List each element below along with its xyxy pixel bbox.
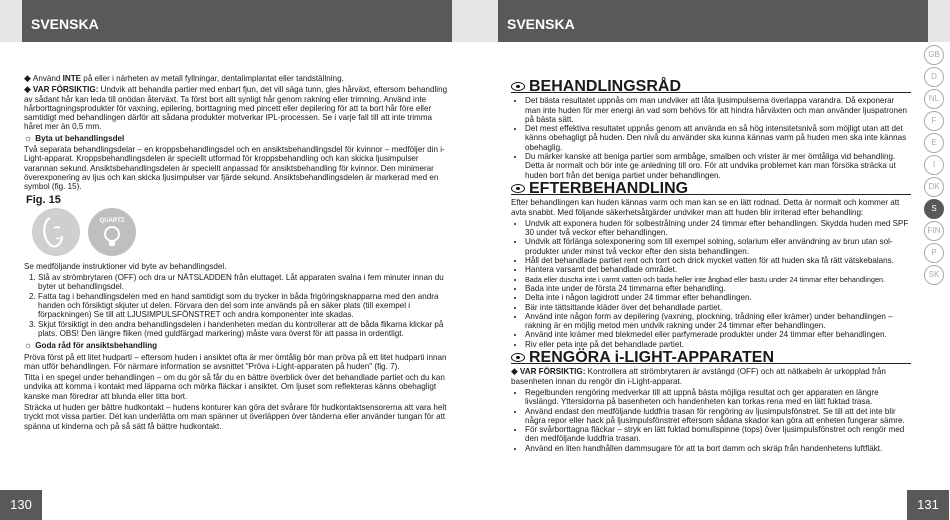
list-item: • Använd inte någon form av depilering (vaxning, plockning, trådning eller krämer) under behandlingen – rakning är en möjlig metod men undvik rakning under 24 timmar efter behandlingen. — [525, 312, 911, 331]
list-item: • Delta inte i någon lagidrott under 24 timmar efter behandlingen. — [525, 293, 911, 302]
caution-paragraph: ◆ VAR FÖRSIKTIG: Undvik att behandla partier med enbart fjun, det vill säga tunn, gles hårväxt, eftersom behandling av sådant hår kan leda till onödan återväxt. Ta först bort allt synligt hår genom rakning eller trimning. Använd inte hårborttagningsprodukter för vaxning, epilering, borttagning med pincett eller depilering för att ta bort hår före eller samtidigt med behandlingen därför att sådana produkter motverkar IPL-processen. Se i varje fall till att inte trimma håret mer än 0,5 mm. — [24, 84, 448, 132]
list-item: • Det mest effektiva resultatet uppnås genom att använda en så hög intensitetsnivå som möjligt utan att det känns obehagligt på huden. Den nivå du använder ska kunna kännas varm på huden men ska inte kännas obehaglig. — [525, 124, 911, 152]
subsection-title: ☼ Byta ut behandlingsdel — [24, 132, 125, 143]
right-page — [475, 0, 950, 520]
body-paragraph: Pröva först på ett litet hudparti – eftersom huden i ansiktet ofta är mer ömtålig bör man pröva på ett litet hudparti innan man utför behandlingen. För närmare information se avsnittet "Pröva i-Light-apparaten på huden" (fig. 7). — [24, 352, 447, 371]
face-icon — [32, 208, 80, 256]
section-heading — [511, 349, 911, 367]
section-title: RENGÖRA i-LIGHT-APPARATEN — [529, 349, 775, 367]
list-item: • Håll det behandlade partiet rent och torrt och drick mycket vatten för att huden ska få rätt vätskebalans. — [525, 256, 911, 265]
list-item: • Undvik att exponera huden för solbestrålning under 24 timmar efter behandlingen. Skydda huden med SPF 30 under två veckor efter behandlingen. — [525, 219, 911, 238]
page-header: SVENSKA — [498, 0, 928, 42]
warning-icon: ◆ — [511, 366, 518, 377]
section-heading — [511, 179, 911, 197]
bullet-list — [525, 219, 911, 349]
page-number: 131 — [907, 490, 949, 520]
section-heading — [511, 78, 911, 95]
caution-paragraph: ◆ VAR FÖRSIKTIG: Kontrollera att strömbrytaren är avstängd (OFF) och att nätkabeln är urkopplad från basenheten innan du rengör din i-Light-apparat. — [511, 366, 886, 386]
language-tabs — [923, 45, 945, 455]
language-tab-gb[interactable]: GB — [924, 45, 944, 65]
bullet-list — [525, 96, 911, 180]
language-tab-s[interactable]: S — [924, 199, 944, 219]
list-item: • Bada eller duscha inte i varmt vatten och bada heller inte ångbad eller bastu under 24 timmar efter behandlingen. — [525, 275, 911, 284]
subsection-title: ☼ Goda råd för ansiktsbehandling — [24, 340, 158, 351]
list-item: • Bada inte under de första 24 timmarna efter behandling. — [525, 284, 911, 293]
warning-icon: ◆ — [24, 84, 31, 95]
list-item: • Bär inte tättsittande kläder över det behandlade partiet. — [525, 303, 911, 312]
quartz-label: QUARTZ — [99, 217, 125, 224]
body-paragraph: Sträcka ut huden ger bättre hudkontakt – hudens konturer kan göra det svårare för hudkontaktsensorerna att vara helt tryckt mot vissa partier. Det kan underlätta om man spänner ut överläppen över tänderna eller använder tungan för att spänna ut kinderna och på så sätt få bättre hudkontakt. — [24, 403, 447, 431]
language-tab-nl[interactable]: NL — [924, 89, 944, 109]
page-number: 130 — [0, 490, 42, 520]
language-tab-sk[interactable]: SK — [924, 265, 944, 285]
page-header: SVENSKA — [22, 0, 452, 42]
right-content — [511, 78, 911, 456]
left-content — [24, 74, 452, 433]
sun-icon: ☼ — [24, 340, 33, 351]
list-item: • Riv eller peta inte på det behandlade partiet. — [525, 340, 911, 349]
section-title: EFTERBEHANDLING — [529, 179, 689, 197]
list-item: 3. Skjut försiktigt in den andra behandlingsdelen i handenheten medan du kontrollerar att de båda flikarna klickar på plats. OBS! Den längre fliken (med guldfärgad markering) måste vara överst för att passa in ordentligt. — [38, 320, 452, 339]
body-paragraph: Efter behandlingen kan huden kännas varm och man kan se en lätt rodnad. Detta är normalt och kommer att avta snabbt. Med följande säkerhetsåtgärder undviker man att huden blir irriterad efter behandling: — [511, 198, 900, 217]
language-tab-dk[interactable]: DK — [924, 177, 944, 197]
list-item: • Använd inte krämer med blekmedel eller parfymerade produkter under 24 timmar efter behandlingen. — [525, 330, 911, 339]
language-tab-f[interactable]: F — [924, 111, 944, 131]
list-item: • Använd endast den medföljande luddfria trasan för rengöring av ljusimpulsfönstret. Se till att det inte blir några repor eller hack på ljusimpulsfönstret eftersom sådana skador kan göra att enheten fungerar sämre. — [525, 407, 911, 426]
list-item: • Du märker kanske att beniga partier som armbåge, smalben och vrister är mer ömtåliga vid behandling. Detta är normalt och bör inte ge anledning till oro. För att undvika problemet kan man försöka sträcka ut huden bort från det beniga partiet under behandlingen. — [525, 152, 911, 180]
eye-icon — [511, 184, 525, 193]
language-tab-p[interactable]: P — [924, 243, 944, 263]
eye-icon — [511, 353, 525, 362]
figure-label: Fig. 15 — [26, 193, 61, 206]
list-item: • Regelbunden rengöring medverkar till att uppnå bästa möjliga resultat och ger apparaten en längre livslängd. Yttersidorna på basenheten och handenheten kan torkas rena med en lätt fuktad trasa. — [525, 388, 911, 407]
list-item: 1. Slå av strömbrytaren (OFF) och dra ur NÄTSLADDEN från eluttaget. Låt apparaten svalna i fem minuter innan du byter ut behandlingsdel. — [38, 273, 452, 292]
list-item: • Hantera varsamt det behandlade området. — [525, 265, 911, 274]
metal-warning: ◆ Använd INTE på eller i närheten av metall fyllningar, dentalimplantat eller tandställning. — [24, 73, 344, 83]
language-tab-e[interactable]: E — [924, 133, 944, 153]
language-tab-fin[interactable]: FIN — [924, 221, 944, 241]
list-item: • Undvik att förlänga solexponering som till exempel solning, solarium eller användning av brun utan sol-produkter under minst två veckor efter den sista behandlingen. — [525, 237, 911, 256]
body-paragraph: Se medföljande instruktioner vid byte av behandlingsdel. — [24, 261, 227, 271]
quartz-bulb-icon — [88, 208, 136, 256]
list-item: • För svårborttagna fläckar – stryk en lätt fuktad bomullspinne (tops) över ljusimpulsfönstret och rengör med den medföljande luddfria trasan. — [525, 425, 911, 444]
list-item: • Använd en liten handhållen dammsugare för att ta bort damm och skräp från handenhetens luftfläkt. — [525, 444, 911, 453]
language-tab-i[interactable]: I — [924, 155, 944, 175]
list-item: 2. Fatta tag i behandlingsdelen med en hand samtidigt som du trycker in båda frigöringsknapparna med den andra handen och försiktigt skjuter ut delen. Förvara den del som inte används på en säker plats (till exempel i förpackningen) Se till att LJUSIMPULSFÖNSTRET och andra komponenter inte skadas. — [38, 292, 452, 320]
bullet-list — [525, 388, 911, 453]
list-item: • Det bästa resultatet uppnås om man undviker att låta ljusimpulserna överlappa varandra. Då exponerar man inte huden för mer energi än vad som behövs för att hindra hårväxten och man använder ljuspatronen på bästa sätt. — [525, 96, 911, 124]
body-paragraph: Två separata behandlingsdelar – en kroppsbehandlingsdel och en ansiktsbehandlingsdel för kvinnor – medföljer din i-Light-apparat. Kroppsbehandlingsdelen är speciellt utformad för kroppsbehandling och kan skicka ljusimpulser varannan sekund. Ansiktsbehandlingsdelen är speciellt anpassad för ansiktsbehandling för kvinnor. Den minimerar överexponering av ljus och kan skicka ljusimpulser var fjärde sekund. Ansiktsbehandlingsdelen är markerad med en symbol (fig. 15). — [24, 145, 445, 192]
language-tab-d[interactable]: D — [924, 67, 944, 87]
section-title: BEHANDLINGSRÅD — [529, 78, 681, 95]
steps-list — [38, 273, 452, 338]
figure-15 — [32, 208, 452, 256]
body-paragraph: Titta i en spegel under behandlingen – om du gör så får du en bättre överblick över det behandlade partiet och du kan undvika att komma i kontakt med läpparna och mörka fläckar i ansiktet. Om ljuset som reflekteras känns obehagligt kanske man föredrar att blunda eller titta bort. — [24, 373, 445, 401]
warning-icon: ◆ — [24, 73, 31, 83]
sun-icon: ☼ — [24, 132, 33, 143]
eye-icon — [511, 82, 525, 91]
